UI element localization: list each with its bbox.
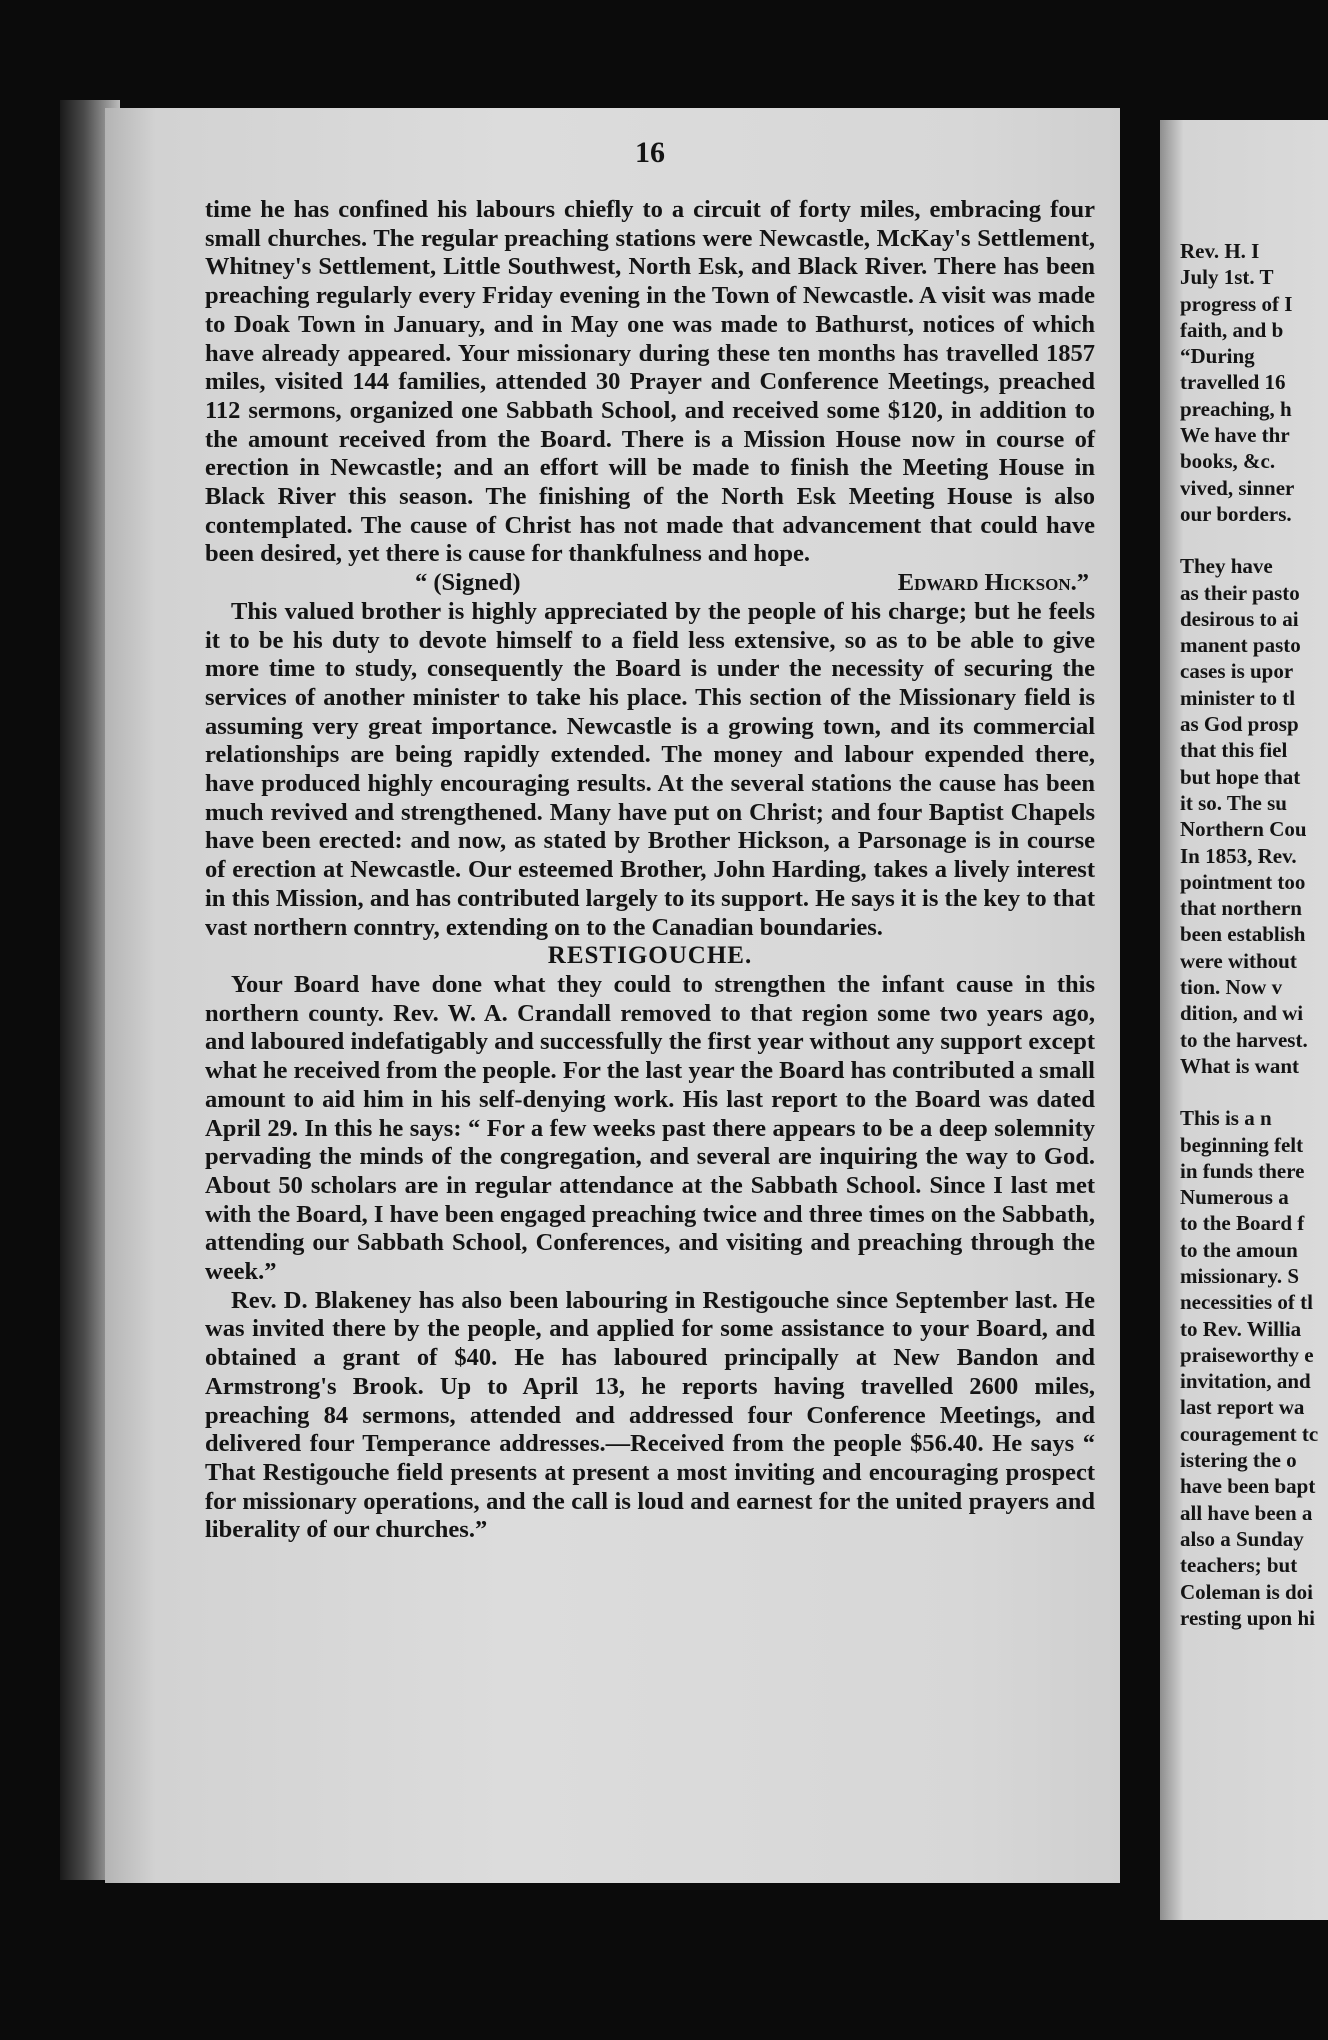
paragraph-2: This valued brother is highly appreciated by the people of his charge; but he feels it to be his duty to devote himself to a field less extensive, so as to be able to give more time to study, consequently the Board is under the necessity of securing the services of another minister to take his place. This section of the Missionary field is assuming very great importance. Newcastle is a growing town, and its commercial relationships are being rapidly extended. The money and labour expended there, have produced highly encouraging results. At the several stations the cause has been much revived and strengthened. Many have put on Christ; and four Baptist Chapels have been erected: and now, as stated by Brother Hickson, a Parsonage is in course of erection at Newcastle. Our esteemed Brother, John Harding, takes a lively interest in this Mission, and has contributed largely to its support. He says it is the key to that vast northern conntry, extending on to the Canadian boundaries.: [205, 597, 1095, 941]
right-page-line: beginning felt: [1180, 1132, 1304, 1157]
right-page-line: faith, and b: [1180, 317, 1284, 342]
paragraph-1: time he has confined his labours chiefly to a circuit of forty miles, embracing four small churches. The regular preaching stations were Newcastle, McKay's Settlement, Whitney's Settlement, Little Southwest, North Esk, and Black River. There has been preaching regularly every Friday evening in the Town of Newcastle. A visit was made to Doak Town in January, and in May one was made to Bathurst, notices of which have already appeared. Your missionary during these ten months has travelled 1857 miles, visited 144 families, attended 30 Prayer and Conference Meetings, preached 112 sermons, organized one Sabbath School, and received some $120, in addition to the amount received from the Board. There is a Mission House now in course of erection in Newcastle; and an effort will be made to finish the Meeting House in Black River this season. The finishing of the North Esk Meeting House is also contemplated. The cause of Christ has not made that advancement that could have been desired, yet there is cause for thankfulness and hope.: [205, 196, 1095, 568]
signature-name: Edward Hickson.”: [897, 569, 1089, 597]
right-page-line: were without: [1180, 948, 1297, 973]
right-page-line: “During: [1180, 344, 1255, 369]
right-page-line: that northern: [1180, 896, 1302, 921]
right-page-line: cases is upor: [1180, 659, 1294, 684]
left-page: [105, 108, 1120, 1883]
right-page: [1160, 120, 1328, 1920]
right-page-line: We have thr: [1180, 423, 1290, 448]
signed-label: “ (Signed): [415, 569, 521, 597]
right-block-c: [1180, 1105, 1328, 1631]
right-page-line: progress of I: [1180, 291, 1293, 316]
right-page-line: necessities of tl: [1180, 1290, 1313, 1315]
right-page-line: to the harvest.: [1180, 1027, 1308, 1052]
right-page-line: manent pasto: [1180, 633, 1301, 658]
right-page-line: teachers; but: [1180, 1553, 1298, 1578]
right-page-line: What is want: [1180, 1053, 1300, 1078]
right-page-line: In 1853, Rev.: [1180, 843, 1297, 868]
right-page-line: July 1st. T: [1180, 265, 1274, 290]
section-heading: RESTIGOUCHE.: [547, 942, 753, 970]
right-page-line: but hope that: [1180, 764, 1301, 789]
right-block-a: [1180, 238, 1328, 527]
right-page-line: minister to tl: [1180, 685, 1296, 710]
right-page-line: all have been a: [1180, 1500, 1313, 1525]
right-page-line: pointment too: [1180, 869, 1306, 894]
right-page-line: to the amoun: [1180, 1237, 1298, 1262]
right-page-line: resting upon hi: [1180, 1605, 1315, 1630]
right-page-line: preaching, h: [1180, 396, 1292, 421]
right-page-line: Coleman is doi: [1180, 1579, 1314, 1604]
right-page-line: our borders.: [1180, 501, 1292, 526]
right-page-line: also a Sunday: [1180, 1526, 1304, 1551]
right-page-line: it so. The su: [1180, 790, 1287, 815]
right-page-line: They have: [1180, 554, 1273, 579]
page-number: 16: [635, 136, 665, 169]
right-page-line: istering the o: [1180, 1448, 1297, 1473]
right-page-line: as God prosp: [1180, 712, 1299, 737]
right-page-line: dition, and wi: [1180, 1001, 1304, 1026]
right-page-line: tion. Now v: [1180, 975, 1283, 1000]
signature-line: [205, 569, 1095, 598]
right-page-line: in funds there: [1180, 1158, 1305, 1183]
right-page-line: invitation, and: [1180, 1369, 1311, 1394]
right-page-line: couragement tc: [1180, 1421, 1319, 1446]
right-page-line: that this fiel: [1180, 738, 1288, 763]
right-page-line: This is a n: [1180, 1106, 1272, 1131]
right-page-line: missionary. S: [1180, 1263, 1300, 1288]
right-page-line: travelled 16: [1180, 370, 1286, 395]
right-page-line: books, &c.: [1180, 449, 1276, 474]
right-page-text: [1180, 238, 1328, 1631]
right-page-line: praiseworthy e: [1180, 1342, 1314, 1367]
right-page-line: as their pasto: [1180, 580, 1300, 605]
right-page-line: vived, sinner: [1180, 475, 1295, 500]
body-text: [205, 196, 1095, 1545]
paragraph-3: Your Board have done what they could to strengthen the infant cause in this northern county. Rev. W. A. Crandall removed to that region some two years ago, and laboured indefatigably and successfully the first year without any support except what he received from the people. For the last year the Board has contributed a small amount to aid him in his self-denying work. His last report to the Board was dated April 29. In this he says: “ For a few weeks past there appears to be a deep solemnity pervading the minds of the congregation, and several are inquiring the way to God. About 50 scholars are in regular attendance at the Sabbath School. Since I last met with the Board, I have been engaged preaching twice and three times on the Sabbath, attending our Sabbath School, Conferences, and visiting and preaching through the week.”: [205, 970, 1095, 1286]
right-page-line: desirous to ai: [1180, 606, 1299, 631]
right-page-line: Numerous a: [1180, 1185, 1289, 1210]
right-page-line: have been bapt: [1180, 1474, 1316, 1499]
paragraph-4: Rev. D. Blakeney has also been labouring in Restigouche since September last. He was invited there by the people, and applied for some assistance to your Board, and obtained a grant of $40. He has laboured principally at New Bandon and Armstrong's Brook. Up to April 13, he reports having travelled 2600 miles, preaching 84 sermons, attended and addressed four Conference Meetings, and delivered four Temperance addresses.—Received from the people $56.40. He says “ That Restigouche field presents at present a most inviting and encouraging prospect for missionary operations, and the call is loud and earnest for the united prayers and liberality of our churches.”: [205, 1286, 1095, 1544]
right-page-line: to the Board f: [1180, 1211, 1305, 1236]
right-page-line: been establish: [1180, 922, 1306, 947]
right-page-line: Rev. H. I: [1180, 239, 1260, 263]
right-block-b: [1180, 553, 1328, 1079]
right-page-line: to Rev. Willia: [1180, 1316, 1302, 1341]
right-page-line: last report wa: [1180, 1395, 1305, 1420]
right-page-line: Northern Cou: [1180, 817, 1307, 842]
